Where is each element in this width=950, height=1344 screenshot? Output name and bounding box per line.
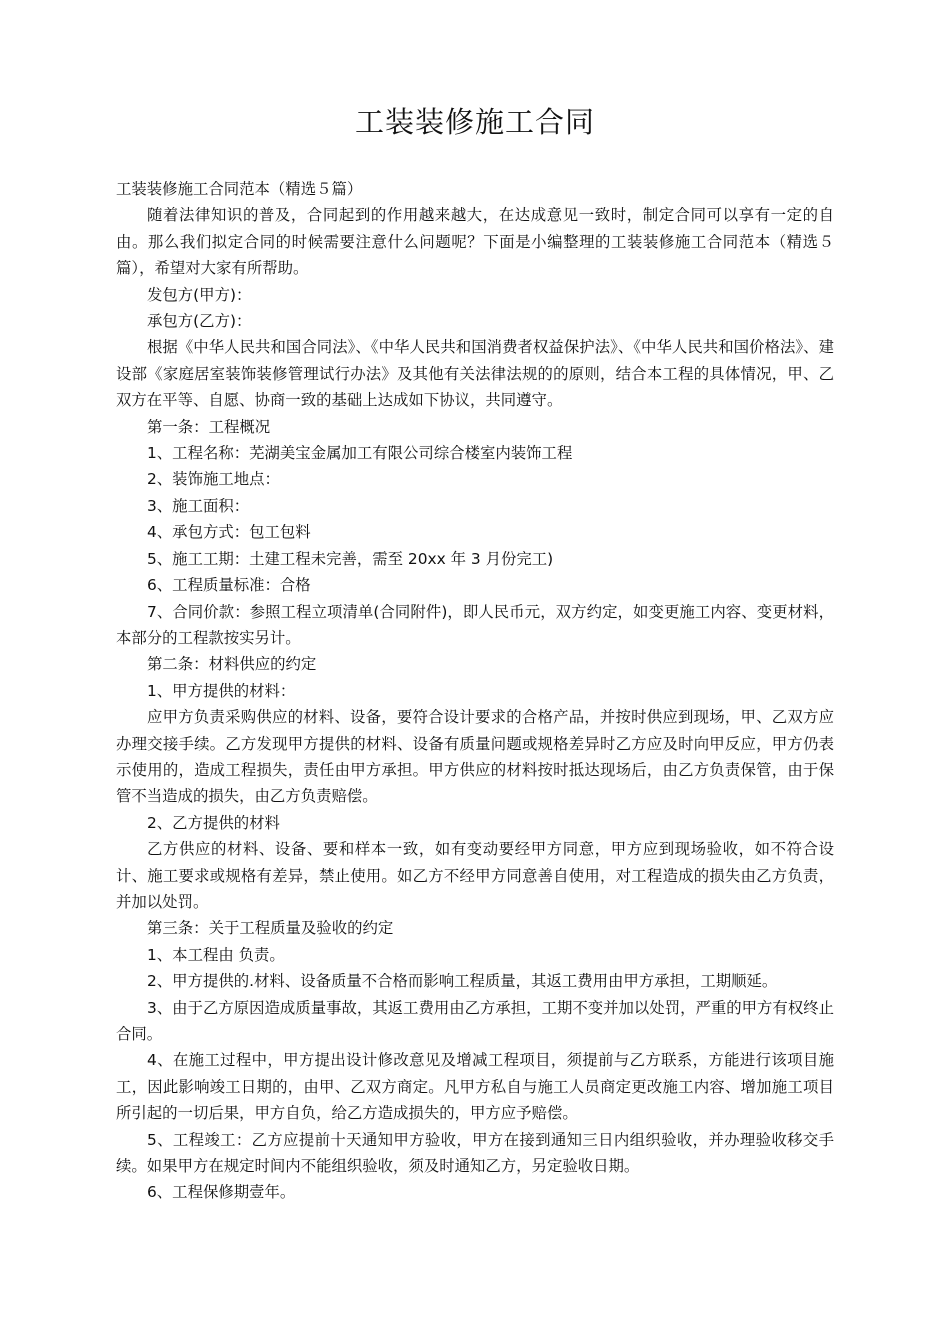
section-heading: 第三条：关于工程质量及验收的约定 [147,919,394,938]
document-body [116,176,834,1206]
section-heading: 第二条：材料供应的约定 [147,655,317,674]
paragraph: 6、工程保修期壹年。 [147,1183,296,1202]
paragraph: 1、甲方提供的材料： [147,681,296,700]
section-heading: 第一条：工程概况 [147,417,271,436]
document-title: 工装装修施工合同 [354,105,595,139]
paragraph: 随着法律知识的普及，合同起到的作用越来越大，在达成意见一致时，制定合同可以享有一定的自由。那么我们拟定合同的时候需要注意什么问题呢？下面是小编整理的工装装修施工合同范本（精选５篇），希望对大家有所帮助。 [116,206,834,278]
paragraph: 7、合同价款：参照工程立项清单(合同附件)，即人民币元，双方约定，如变更施工内容、变更材料，本部分的工程款按实另计。 [116,602,834,647]
paragraph: 6、工程质量标准：合格 [147,576,311,595]
paragraph: 根据《中华人民共和国合同法》、《中华人民共和国消费者权益保护法》、《中华人民共和国价格法》、建设部《家庭居室装饰装修管理试行办法》及其他有关法律法规的的原则，结合本工程的具体情况，甲、乙双方在平等、自愿、协商一致的基础上达成如下协议，共同遵守。 [116,338,834,410]
paragraph: 发包方(甲方)： [147,285,252,304]
paragraph: 乙方供应的材料、设备、要和样本一致，如有变动要经甲方同意，甲方应到现场验收，如不符合设计、施工要求或规格有差异，禁止使用。如乙方不经甲方同意善自使用，对工程造成的损失由乙方负责，并加以处罚。 [116,840,834,911]
paragraph: 5、施工工期：土建工程未完善，需至 20xx 年 3 月份完工) [147,549,554,568]
paragraph: 2、甲方提供的.材料、设备质量不合格而影响工程质量，其返工费用由甲方承担，工期顺延。 [147,972,778,991]
paragraph: 3、施工面积： [147,496,250,515]
paragraph: 4、承包方式：包工包料 [147,523,311,542]
paragraph: 5、工程竣工：乙方应提前十天通知甲方验收，甲方在接到通知三日内组织验收，并办理验收移交手续。如果甲方在规定时间内不能组织验收，须及时通知乙方，另定验收日期。 [116,1130,834,1176]
paragraph: 2、装饰施工地点： [147,470,280,489]
paragraph: 1、本工程由 负责。 [147,945,285,964]
document-subtitle: 工装装修施工合同范本（精选５篇） [116,180,363,198]
paragraph: 承包方(乙方)： [147,312,252,331]
paragraph: 3、由于乙方原因造成质量事故，其返工费用由乙方承担，工期不变并加以处罚，严重的甲方有权终止合同。 [116,998,834,1043]
paragraph: 1、工程名称：芜湖美宝金属加工有限公司综合楼室内装饰工程 [147,444,573,463]
paragraph: 4、在施工过程中，甲方提出设计修改意见及增减工程项目，须提前与乙方联系，方能进行该项目施工，因此影响竣工日期的，由甲、乙双方商定。凡甲方私自与施工人员商定更改施工内容、增加施工项目所引起的一切后果，甲方自负，给乙方造成损失的，甲方应予赔偿。 [116,1051,834,1123]
paragraph: 应甲方负责采购供应的材料、设备，要符合设计要求的合格产品，并按时供应到现场，甲、乙双方应办理交接手续。乙方发现甲方提供的材料、设备有质量问题或规格差异时乙方应及时向甲反应，甲方仍表示使用的，造成工程损失，责任由甲方承担。甲方供应的材料按时抵达现场后，由乙方负责保管，由于保管不当造成的损失，由乙方负责赔偿。 [116,708,834,806]
paragraph: 2、乙方提供的材料 [147,813,280,832]
